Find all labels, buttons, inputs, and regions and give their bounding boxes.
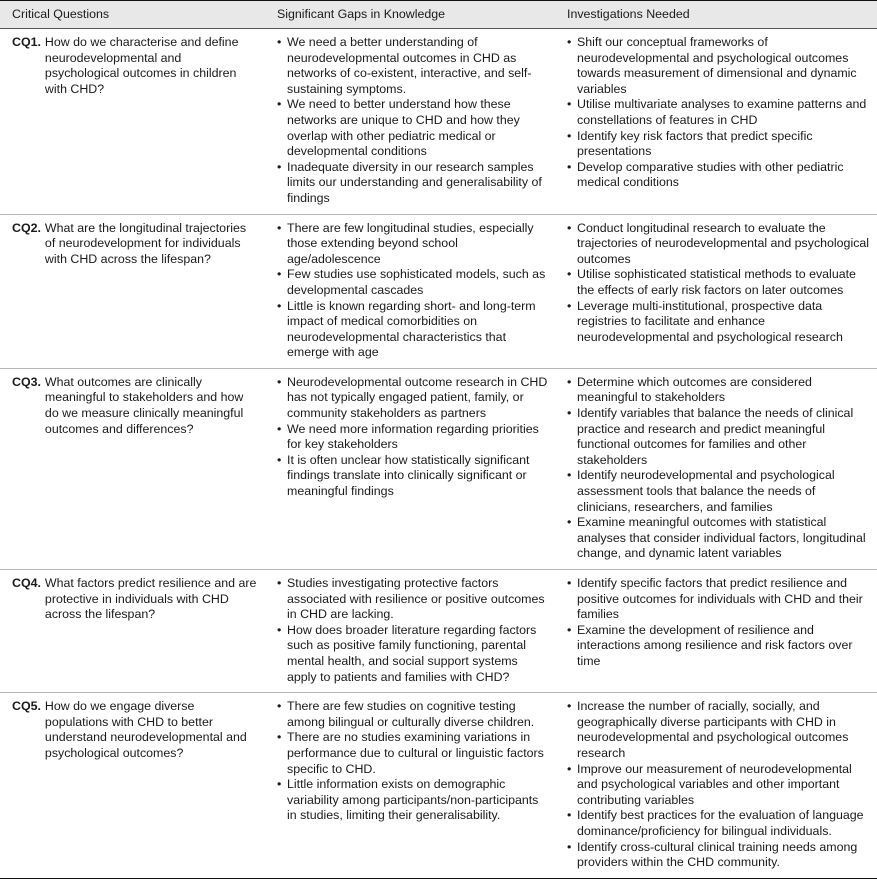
investigation-item: • Identify cross-cultural clinical training needs among providers within the CHD community. — [567, 840, 871, 871]
gaps-list — [277, 221, 549, 361]
question-text: How do we engage diverse populations with CHD to better understand neurodevelopmental and psychological outcomes? — [44, 699, 247, 760]
gaps-cell — [265, 368, 555, 569]
investigation-item: • Develop comparative studies with other pediatric medical conditions — [567, 160, 871, 191]
investigation-item: • Improve our measurement of neurodevelopmental and psychological variables and other important contributing variables — [567, 762, 871, 809]
gap-item: • We need to better understand how these networks are unique to CHD and how they overlap with other pediatric medical or developmental conditions — [277, 97, 549, 159]
gaps-list — [277, 35, 549, 207]
question-cell — [0, 368, 265, 569]
investigations-list — [567, 576, 871, 670]
table-body — [0, 29, 877, 879]
investigation-item: • Conduct longitudinal research to evaluate the trajectories of neurodevelopmental and psychological outcomes — [567, 221, 871, 268]
question-cell — [0, 693, 265, 879]
investigations-list — [567, 35, 871, 191]
investigation-item: • Increase the number of racially, socially, and geographically diverse participants with CHD in neurodevelopmental and psychological outcomes research — [567, 699, 871, 761]
question-text: What factors predict resilience and are protective in individuals with CHD across the lifespan? — [44, 576, 257, 622]
gap-item: • There are few studies on cognitive testing among bilingual or culturally diverse children. — [277, 699, 549, 730]
gaps-list — [277, 576, 549, 685]
investigation-item: • Examine the development of resilience and interactions among resilience and risk factors over time — [567, 623, 871, 670]
question-id: CQ5. — [12, 699, 41, 714]
question-text: How do we characterise and define neurodevelopmental and psychological outcomes in children with CHD? — [44, 35, 239, 96]
gap-item: • We need more information regarding priorities for key stakeholders — [277, 422, 549, 453]
gap-item: • Little information exists on demographic variability among participants/non-participants in studies, limiting their generalisability. — [277, 777, 549, 824]
gaps-list — [277, 699, 549, 824]
investigations-list — [567, 699, 871, 871]
gap-item: • Neurodevelopmental outcome research in CHD has not typically engaged patient, family, or community stakeholders as partners — [277, 375, 549, 422]
gaps-cell — [265, 693, 555, 879]
question-cell — [0, 570, 265, 693]
gaps-cell — [265, 29, 555, 215]
investigation-item: • Identify variables that balance the needs of clinical practice and research and predict meaningful functional outcomes for families and other stakeholders — [567, 406, 871, 468]
question — [12, 35, 259, 97]
gap-item: • There are few longitudinal studies, especially those extending beyond school age/adolescence — [277, 221, 549, 268]
investigations-cell — [555, 693, 877, 879]
investigations-list — [567, 375, 871, 562]
table-row — [0, 29, 877, 215]
table-header — [0, 1, 877, 29]
investigation-item: • Identify specific factors that predict resilience and positive outcomes for individuals with CHD and their families — [567, 576, 871, 623]
investigation-item: • Identify neurodevelopmental and psychological assessment tools that balance the needs of clinicians, researchers, and families — [567, 468, 871, 515]
question — [12, 699, 259, 761]
investigation-item: • Determine which outcomes are considered meaningful to stakeholders — [567, 375, 871, 406]
investigations-cell — [555, 368, 877, 569]
gaps-cell — [265, 570, 555, 693]
table-row — [0, 214, 877, 368]
question-cell — [0, 214, 265, 368]
question-cell — [0, 29, 265, 215]
question — [12, 221, 259, 268]
question — [12, 576, 259, 623]
investigation-item: • Identify best practices for the evaluation of language dominance/proficiency for bilingual individuals. — [567, 808, 871, 839]
investigations-cell — [555, 29, 877, 215]
header-gaps-in-knowledge: Significant Gaps in Knowledge — [265, 1, 555, 29]
investigation-item: • Shift our conceptual frameworks of neurodevelopmental and psychological outcomes towards measurement of dimensional and dynamic variables — [567, 35, 871, 97]
table-row — [0, 368, 877, 569]
question-id: CQ1. — [12, 35, 41, 49]
question-text: What outcomes are clinically meaningful to stakeholders and how do we measure clinically meaningful outcomes and differences? — [44, 374, 244, 436]
header-critical-questions: Critical Questions — [0, 1, 265, 29]
gap-item: • Inadequate diversity in our research samples limits our understanding and generalisability of findings — [277, 160, 549, 207]
gap-item: • It is often unclear how statistically significant findings translate into clinically significant or meaningful findings — [277, 453, 549, 500]
header-row — [0, 1, 877, 29]
gaps-list — [277, 375, 549, 500]
gap-item: • We need a better understanding of neurodevelopmental outcomes in CHD as networks of co-existent, interactive, and self-sustaining symptoms. — [277, 35, 549, 97]
gap-item: • Little is known regarding short- and long-term impact of medical comorbidities on neurodevelopmental characteristics that emerge with age — [277, 299, 549, 361]
investigation-item: • Leverage multi-institutional, prospective data registries to facilitate and enhance neurodevelopmental and psychological research — [567, 299, 871, 346]
gap-item: • Studies investigating protective factors associated with resilience or positive outcomes in CHD are lacking. — [277, 576, 549, 623]
gaps-cell — [265, 214, 555, 368]
question — [12, 375, 259, 437]
table-row — [0, 570, 877, 693]
investigation-item: • Utilise sophisticated statistical methods to evaluate the effects of early risk factors on later outcomes — [567, 267, 871, 298]
investigations-cell — [555, 214, 877, 368]
gap-item: • There are no studies examining variations in performance due to cultural or linguistic factors specific to CHD. — [277, 730, 549, 777]
investigation-item: • Examine meaningful outcomes with statistical analyses that consider individual factors, longitudinal change, and dynamic latent variables — [567, 515, 871, 562]
gap-item: • Few studies use sophisticated models, such as developmental cascades — [277, 267, 549, 298]
investigations-cell — [555, 570, 877, 693]
gap-item: • How does broader literature regarding factors such as positive family functioning, parental mental health, and social support systems apply to patients and families with CHD? — [277, 623, 549, 685]
investigation-item: • Utilise multivariate analyses to examine patterns and constellations of features in CHD — [567, 97, 871, 128]
header-investigations-needed: Investigations Needed — [555, 1, 877, 29]
investigation-item: • Identify key risk factors that predict specific presentations — [567, 129, 871, 160]
question-text: What are the longitudinal trajectories of neurodevelopment for individuals with CHD across the lifespan? — [44, 220, 247, 266]
question-id: CQ3. — [12, 374, 41, 389]
question-id: CQ4. — [12, 576, 41, 590]
table-row — [0, 693, 877, 879]
question-id: CQ2. — [12, 220, 41, 235]
investigations-list — [567, 221, 871, 346]
